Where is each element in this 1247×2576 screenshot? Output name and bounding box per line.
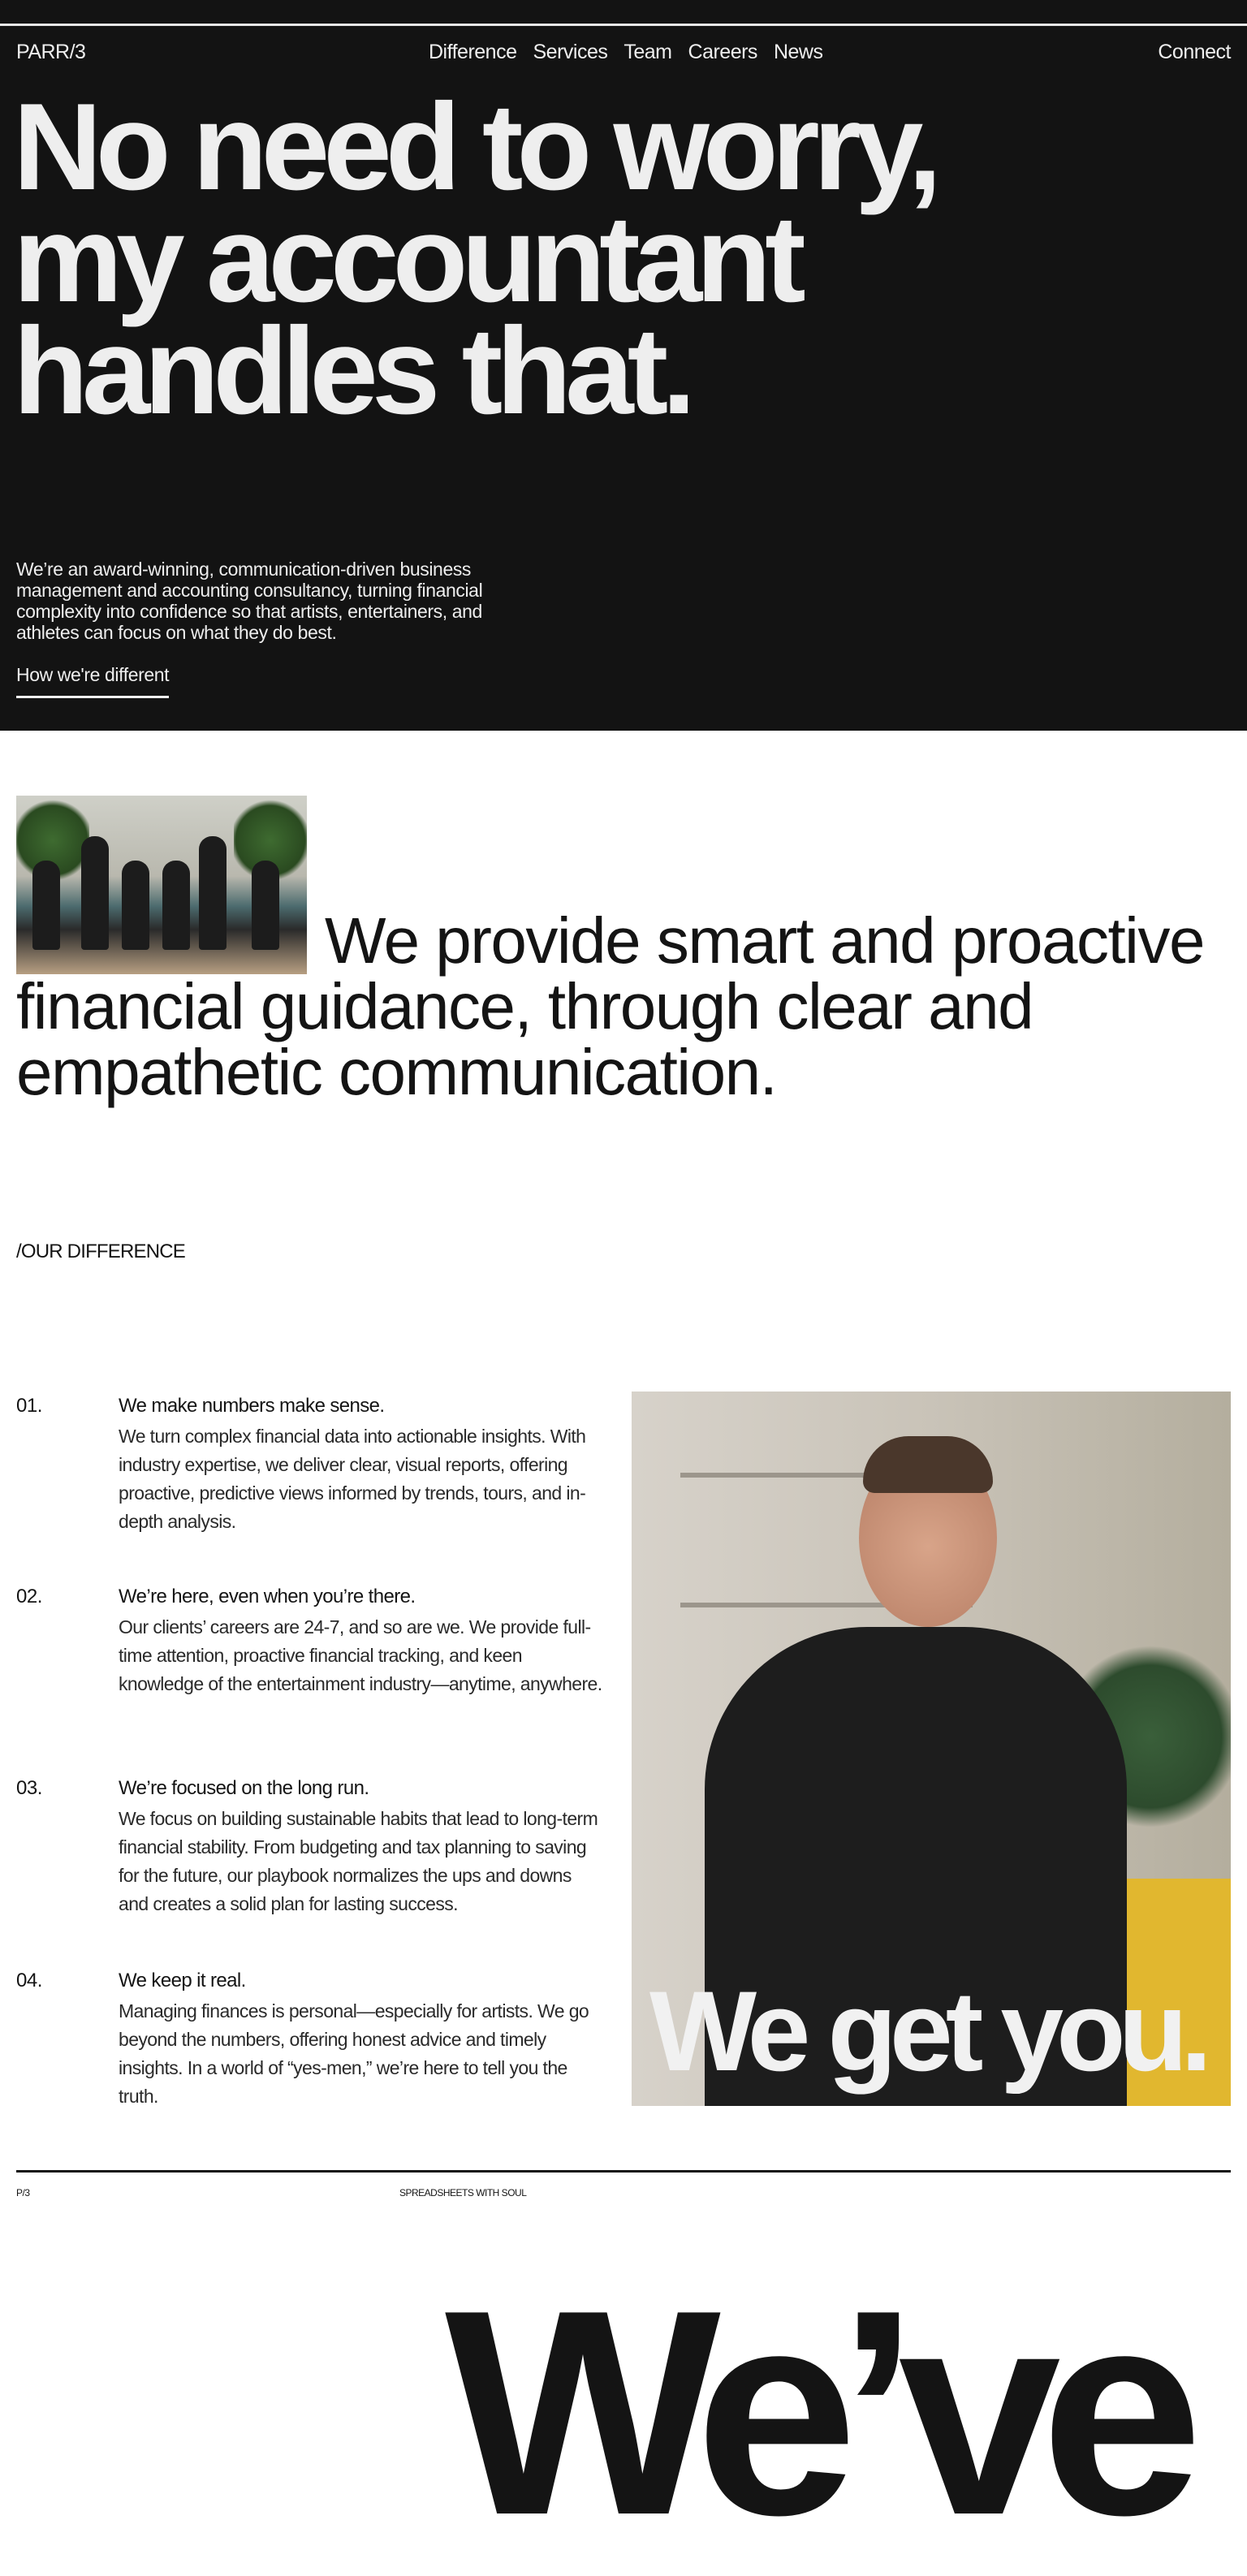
section-divider — [16, 2170, 1231, 2173]
item-title: We make numbers make sense. — [119, 1395, 385, 1417]
headline-line: handles that. — [13, 302, 690, 440]
nav-link-difference[interactable]: Difference — [429, 41, 517, 63]
headline-line: No need to worry, — [13, 78, 936, 216]
item-body: We turn complex financial data into actionable insights. With industry expertise, we deliver clear, visual reports, offering proactive, predictive views informed by trends, tours, and in-depth analysis. — [119, 1426, 586, 1532]
nav-link-services[interactable]: Services — [533, 41, 608, 63]
hero-intro: We’re an award-winning, communication-driven business management and accounting consultancy, turning financial complexity into confidence so that artists, entertainers, and athletes can focus on what they do best. — [16, 559, 483, 643]
nav-link-team[interactable]: Team — [624, 41, 672, 63]
photo-tagline: We get you. — [649, 1967, 1206, 2095]
connect-link[interactable]: Connect — [1158, 41, 1231, 63]
item-number: 01. — [16, 1395, 42, 1417]
portrait-photo — [632, 1392, 1231, 2106]
item-body: Managing finances is personal—especially for artists. We go beyond the numbers, offering honest advice and timely insights. In a world of “yes-men,” we’re here to tell you the truth. — [119, 2000, 589, 2107]
nav-link-careers[interactable]: Careers — [688, 41, 757, 63]
logo-link[interactable]: PARR/3 — [16, 41, 86, 63]
hero-section — [0, 0, 1247, 731]
item-number: 02. — [16, 1586, 42, 1607]
next-section-headline: We’ve — [445, 2250, 1183, 2576]
main-nav — [429, 41, 822, 64]
how-different-link[interactable]: How we're different — [16, 664, 169, 698]
item-title: We’re here, even when you’re there. — [119, 1586, 416, 1607]
footer-slogan: SPREADSHEETS WITH SOUL — [399, 2187, 527, 2198]
person-hair — [863, 1436, 993, 1493]
footer-brand: P/3 — [16, 2187, 30, 2198]
nav-link-news[interactable]: News — [773, 41, 823, 63]
top-divider — [0, 24, 1247, 26]
item-body: We focus on building sustainable habits that lead to long-term financial stability. From budgeting and tax planning to saving for the future, our playbook normalizes the ups and downs and creates a solid plan for lasting success. — [119, 1808, 598, 1914]
section-label: /OUR DIFFERENCE — [16, 1241, 186, 1262]
item-title: We keep it real. — [119, 1970, 246, 1991]
item-body: Our clients’ careers are 24-7, and so are we. We provide full-time attention, proactive financial tracking, and keen knowledge of the entertainment industry—anytime, anywhere. — [119, 1616, 602, 1694]
item-title: We’re focused on the long run. — [119, 1777, 369, 1799]
item-number: 04. — [16, 1970, 42, 1991]
hero-headline — [13, 78, 936, 440]
headline-line: my accountant — [13, 190, 800, 328]
item-number: 03. — [16, 1777, 42, 1799]
mission-statement: We provide smart and proactive financial guidance, through clear and empathetic communication. — [16, 904, 1204, 1108]
